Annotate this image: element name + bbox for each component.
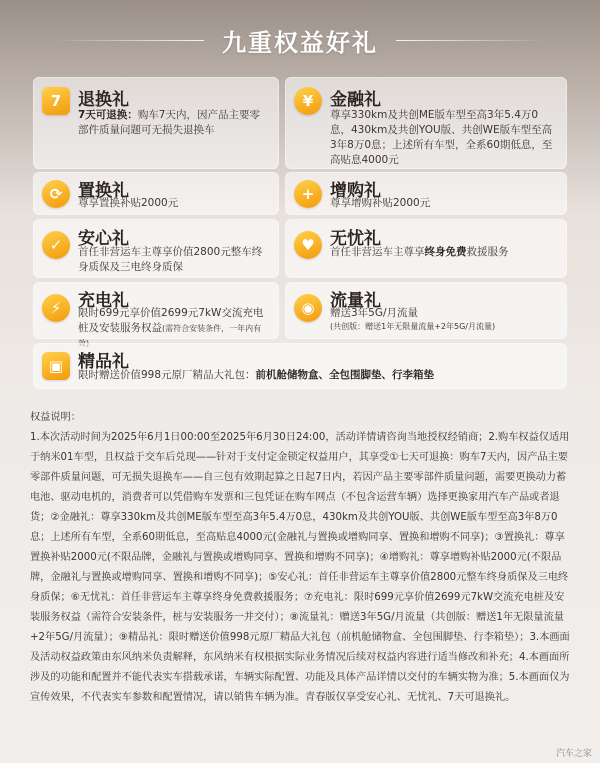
benefit-title: 充电礼: [78, 291, 129, 311]
rules-label: 权益说明：: [30, 412, 81, 423]
benefit-title: 退换礼: [78, 90, 129, 110]
gift-box-icon: ▣: [42, 352, 70, 380]
coin-icon: ¥: [294, 87, 322, 115]
page-title: 九重权益好礼: [222, 28, 378, 57]
benefit-title: 置换礼: [78, 181, 129, 201]
watermark: 汽车之家: [555, 749, 592, 759]
benefit-card-trade-in: [33, 172, 279, 215]
heart-icon: ♥: [294, 231, 322, 259]
benefit-card-accessories: [33, 343, 567, 389]
benefit-card-additional: [285, 172, 567, 215]
benefit-title: 安心礼: [78, 229, 129, 249]
benefit-card-data: [285, 282, 567, 339]
lightning-icon: ⚡: [42, 294, 70, 322]
benefit-title: 无忧礼: [330, 229, 381, 249]
benefit-title: 金融礼: [330, 90, 381, 110]
benefit-desc: 尊享增购补贴2000元: [330, 197, 431, 209]
benefit-card-return: [33, 77, 279, 169]
benefit-desc: 限时赠送价值998元原厂精品大礼包：前机舱储物盒、全包围脚垫、行李箱垫: [78, 369, 435, 381]
header-line-right: [396, 40, 546, 41]
cart-icon: +: [294, 180, 322, 208]
return-icon: 7: [42, 87, 70, 115]
header: [0, 0, 600, 80]
exchange-icon: ⟳: [42, 180, 70, 208]
benefit-title: 精品礼: [78, 352, 129, 372]
benefit-desc: 首任非营运车主尊享终身免费救援服务: [330, 246, 509, 258]
benefit-desc: 限时699元享价值2699元7kW交流充电桩及安装服务权益(需符合安装条件，一年内有: [78, 307, 264, 334]
shield-icon: ✓: [42, 231, 70, 259]
benefit-card-charging: [33, 282, 279, 339]
benefit-desc: 赠送3年5G/月流量 (共创版：赠送1年无限量流量+2年5G/月流量): [330, 307, 496, 331]
benefit-title: 流量礼: [330, 291, 381, 311]
signal-icon: ◉: [294, 294, 322, 322]
header-line-left: [54, 40, 204, 41]
benefit-title: 增购礼: [330, 181, 381, 201]
rules-section: [30, 408, 570, 708]
benefit-desc: 尊享置换补贴2000元: [78, 197, 179, 209]
benefit-desc: 尊享330km及共创ME版车型至高3年5.4万0息，430km及共创YOU版、共创WE版车型至高3年8万0息；上述所有车型，全系60期低息，至高贴息4000元: [330, 109, 553, 166]
rules-text: 1.本次活动时间为2025年6月1日00:00至2025年6月30日24:00，活动详情请咨询当地授权经销商；2.购车权益仅适用于纳米01车型，且权益于交车后兑现——针对于支付定金锁定权益用户，其享受①七天可退换：购车7天内，因产品主要零部件质量问题，可无损失退换车——自三包有效期起算之日起7日内，若因产品主要零部件质量问题，需要更换动力蓄电池、驱动电机的，消费者可以凭借购车发票和三包凭证在购车网点（不包含运营车辆）选择更换家用汽车产品或者退货；②金融礼：尊享330km及共创ME版车型至高3年5.4万0息，430km及共创YOU版、共创WE版车型至高3年8万0息；上述所有车型，全系60期低息，至高贴息4000元(金融礼与置换或增购同享、置换和增购不同享)；③置换礼：尊享置换补贴2000元(不限品牌，金融礼与置换或增购同享、置换和增购不同享)；④增购礼：尊享增购补贴2000元(不限品牌，金融礼与置换或增购同享、置换和增购不同享)；⑤安心礼：首任非营运车主尊享价值2800元整车终身质保及三电终身质保；⑥无忧礼：首任非营运车主尊享终身免费救援服务；⑦充电礼：限时699元享价值2699元7kW交流充电桩及安装服务权益（需符合安装条件，桩与安装服务一并交付）；⑧流量礼：赠送3年5G/月流量（共创版：赠送1年无限量流量+2年5G/月流量）；⑨精品礼：限时赠送价值998元原厂精品大礼包（前机舱储物盒、全包围脚垫、行李箱垫）；3.本画面及活动权益政策由东风纳米负责解释，东风纳米有权根据实际业务情况后续对权益内容进行适当修改和补充；4.本画面所涉及的功能和配置并不能代表实车搭载承诺，车辆实际配置、功能及具体产品详情以交付的车辆实物为准；5.本画面仅为宣传效果，不代表实车参数和配置情况，请以销售车辆为准。青春版仅享受安心礼、无忧礼、7天可退换礼。: [30, 432, 570, 703]
benefit-desc: 首任非营运车主尊享价值2800元整车终身质保及三电终身质保: [78, 246, 263, 273]
benefit-card-rescue: [285, 219, 567, 278]
benefit-card-warranty: [33, 219, 279, 278]
benefit-card-finance: [285, 77, 567, 169]
benefit-desc: 7天可退换：购车7天内，因产品主要零部件质量问题可无损失退换车: [78, 109, 260, 136]
